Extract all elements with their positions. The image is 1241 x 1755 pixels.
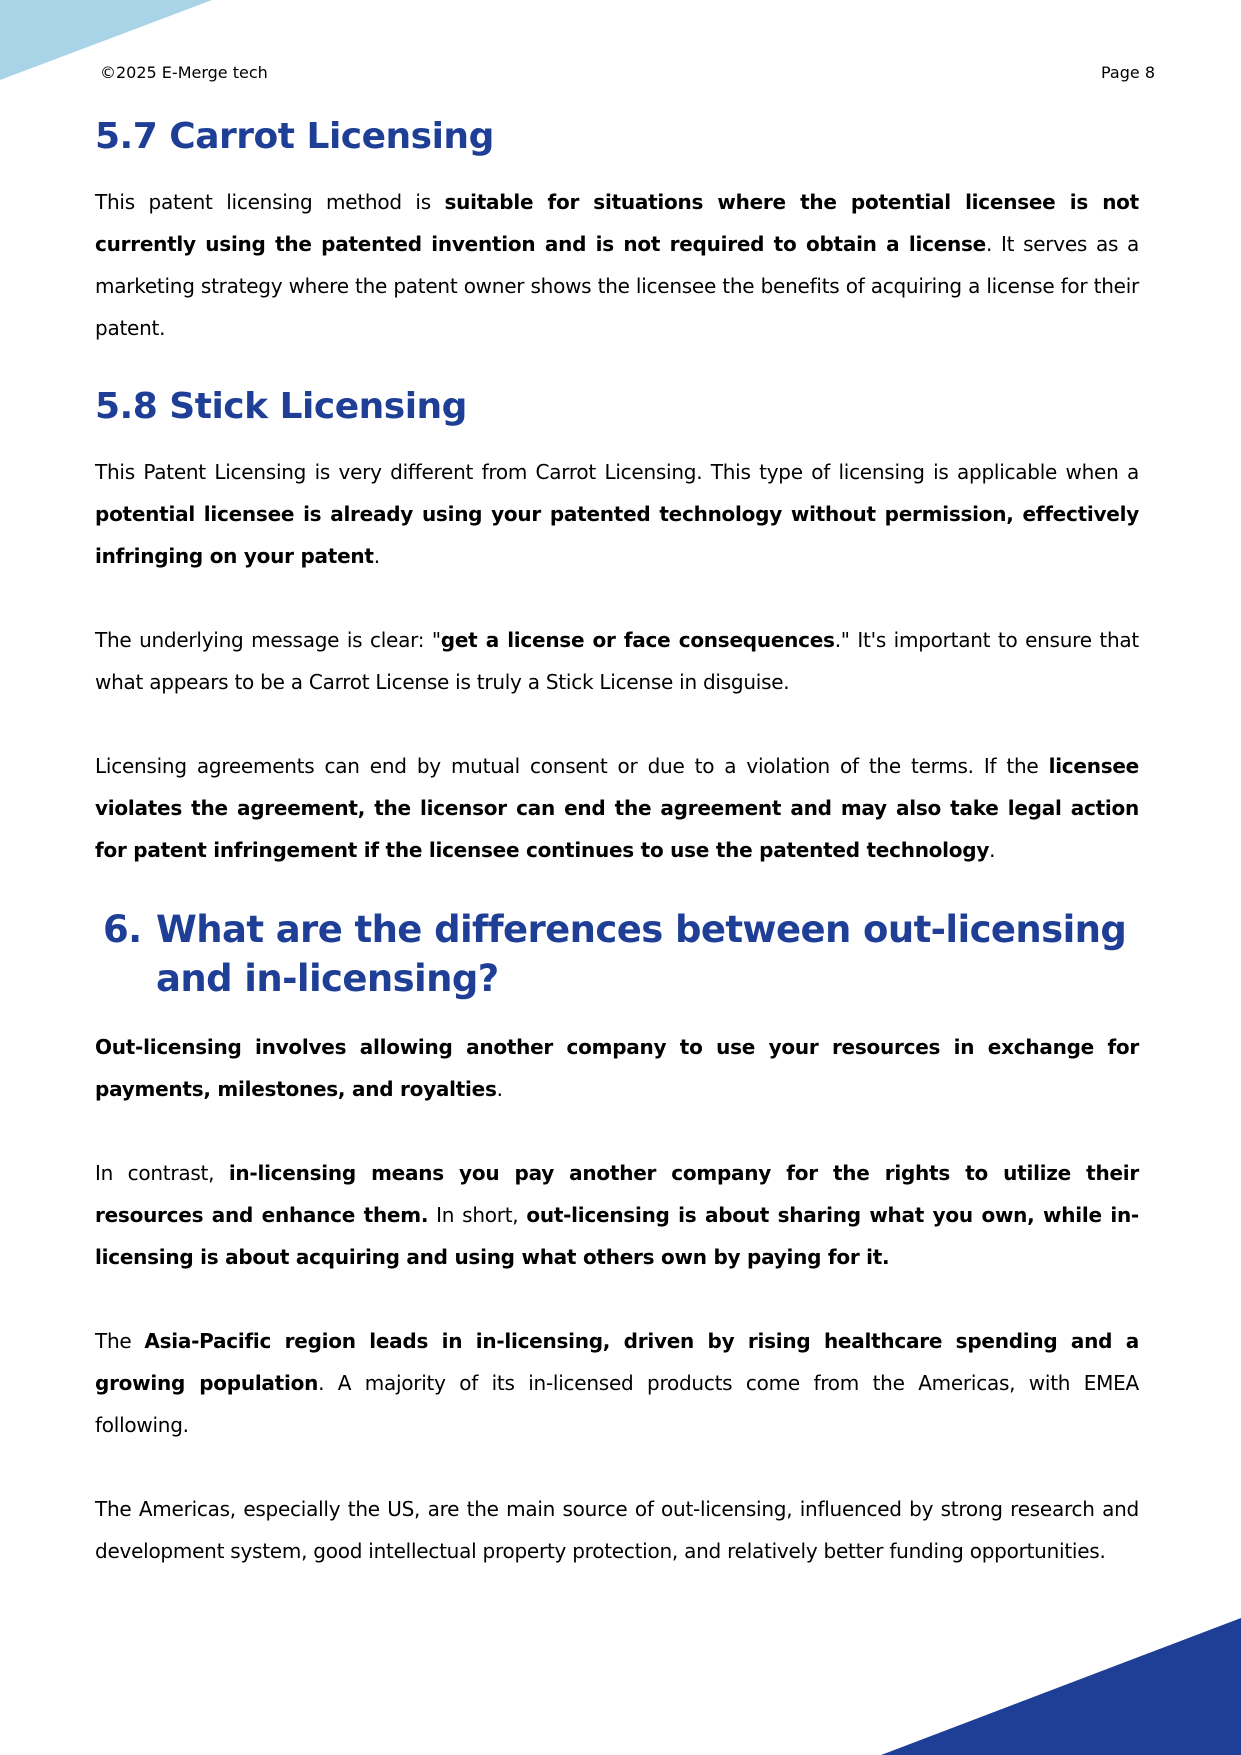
stick-licensing-paragraph-2: The underlying message is clear: "get a license or face consequences." It's important to ensure that what appears to be a Carrot License is truly a Stick License in disguise. [95,628,1139,694]
page-content [95,112,1139,1572]
page-number: Page 8 [1101,63,1155,82]
in-licensing-paragraph: In contrast, in-licensing means you pay another company for the rights to utilize their resources and enhance them. In short, out-licensing is about sharing what you own, while in-licensing is about acquiring and using what others own by paying for it. [95,1161,1140,1269]
copyright-text: ©2025 E-Merge tech [100,63,268,82]
page-header [100,63,1155,83]
carrot-licensing-paragraph: This patent licensing method is suitable for situations where the potential licensee is not currently using the patented invention and is not required to obtain a license. It serves as a marketing strategy where the patent owner shows the licensee the benefits of acquiring a license for their patent. [95,190,1140,340]
section-title-carrot-licensing: 5.7 Carrot Licensing [95,116,494,157]
stick-licensing-paragraph-1: This Patent Licensing is very different from Carrot Licensing. This type of licensing is applicable when a potential licensee is already using your patented technology without permission, effectively infringing on your patent. [95,460,1139,568]
section-title-out-vs-in-licensing [95,905,1139,1003]
asia-pacific-paragraph: The Asia-Pacific region leads in in-licensing, driven by rising healthcare spending and a growing population. A majority of its in-licensed products come from the Americas, with EMEA following. [95,1329,1139,1437]
americas-paragraph: The Americas, especially the US, are the main source of out-licensing, influenced by strong research and development system, good intellectual property protection, and relatively better funding opportunities. [95,1497,1139,1563]
out-licensing-paragraph: Out-licensing involves allowing another company to use your resources in exchange for payments, milestones, and royalties. [95,1035,1139,1101]
section-heading-text: What are the differences between out-licensing and in-licensing? [156,908,1127,1000]
section-title-stick-licensing: 5.8 Stick Licensing [95,386,467,427]
stick-licensing-paragraph-3: Licensing agreements can end by mutual consent or due to a violation of the terms. If the licensee violates the agreement, the licensor can end the agreement and may also take legal action for patent infringement if the licensee continues to use the patented technology. [95,754,1139,862]
section-number: 6. [103,908,142,951]
bottom-right-corner-decoration [881,1618,1241,1755]
